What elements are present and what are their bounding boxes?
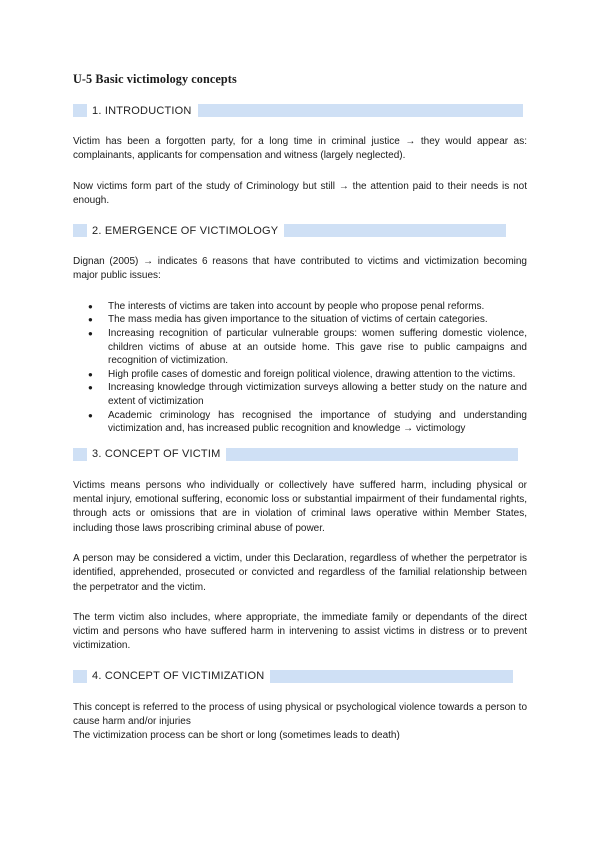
list-item: ● Increasing knowledge through victimization surveys allowing a better study on the nature and extent of victimization (88, 382, 527, 407)
paragraph: A person may be considered a victim, under this Declaration, regardless of whether the perpetrator is identified, apprehended, prosecuted or convicted and regardless of the familial relationship between the perpetrator and the victim. (73, 552, 527, 593)
document-title: U-5 Basic victimology concepts (73, 72, 237, 86)
paragraph: The term victim also includes, where appropriate, the immediate family or dependants of the direct victim and persons who have suffered harm in intervening to assist victims in distress or to prevent victimization. (73, 611, 527, 652)
section-header-victim (73, 447, 527, 462)
section-header-victimization (73, 669, 527, 684)
paragraph: Victim has been a forgotten party, for a long time in criminal justice → they would appear as: complainants, applicants for compensation and witness (largely neglected). (73, 136, 527, 162)
bullet-icon: ● (88, 383, 93, 393)
paragraph: This concept is referred to the process of using physical or psychological violence towards a person to cause harm and/or injuries (73, 701, 527, 727)
list-item: ● The mass media has given importance to the situation of victims of certain categories. (88, 314, 488, 326)
bullet-list (73, 300, 527, 436)
section-header-emergence (73, 223, 527, 238)
list-item: ● High profile cases of domestic and foreign political violence, drawing attention to the victims. (88, 368, 516, 380)
section-heading: 3. CONCEPT OF VICTIM (92, 448, 221, 461)
paragraph: Victims means persons who individually or collectively have suffered harm, including physical or mental injury, emotional suffering, economic loss or substantial impairment of their fundamental rights, through acts or omissions that are in violation of criminal laws operative within Member States, including those laws proscribing criminal abuse of power. (73, 479, 527, 534)
list-item: ● Academic criminology has recognised the importance of studying and understanding victimization and, has increased public recognition and knowledge → victimology (88, 409, 527, 435)
bullet-icon: ● (88, 369, 93, 379)
header-bar-left (73, 670, 87, 683)
paragraph: The victimization process can be short or long (sometimes leads to death) (73, 730, 400, 742)
header-bar-left (73, 224, 87, 237)
paragraph: Now victims form part of the study of Criminology but still → the attention paid to their needs is not enough. (73, 180, 527, 206)
bullet-icon: ● (88, 315, 93, 325)
paragraph: Dignan (2005) → indicates 6 reasons that have contributed to victims and victimization becoming major public issues: (73, 256, 527, 282)
bullet-icon: ● (88, 328, 93, 338)
header-bar-left (73, 104, 87, 117)
section-heading: 1. INTRODUCTION (92, 104, 192, 117)
section-header-introduction (73, 103, 527, 118)
header-bar-right (270, 670, 513, 683)
bullet-icon: ● (88, 410, 93, 420)
header-bar-right (284, 224, 506, 237)
header-bar-right (198, 104, 523, 117)
list-item: ● The interests of victims are taken into account by people who propose penal reforms. (88, 300, 485, 312)
list-item: ● Increasing recognition of particular vulnerable groups: women suffering domestic violence, children victims of abuse at an outside home. This gave rise to public campaigns and recognition of victimization. (88, 327, 527, 367)
header-bar-right (226, 448, 518, 461)
bullet-icon: ● (88, 301, 93, 311)
header-bar-left (73, 448, 87, 461)
section-heading: 2. EMERGENCE OF VICTIMOLOGY (92, 224, 279, 237)
section-heading: 4. CONCEPT OF VICTIMIZATION (92, 670, 265, 683)
